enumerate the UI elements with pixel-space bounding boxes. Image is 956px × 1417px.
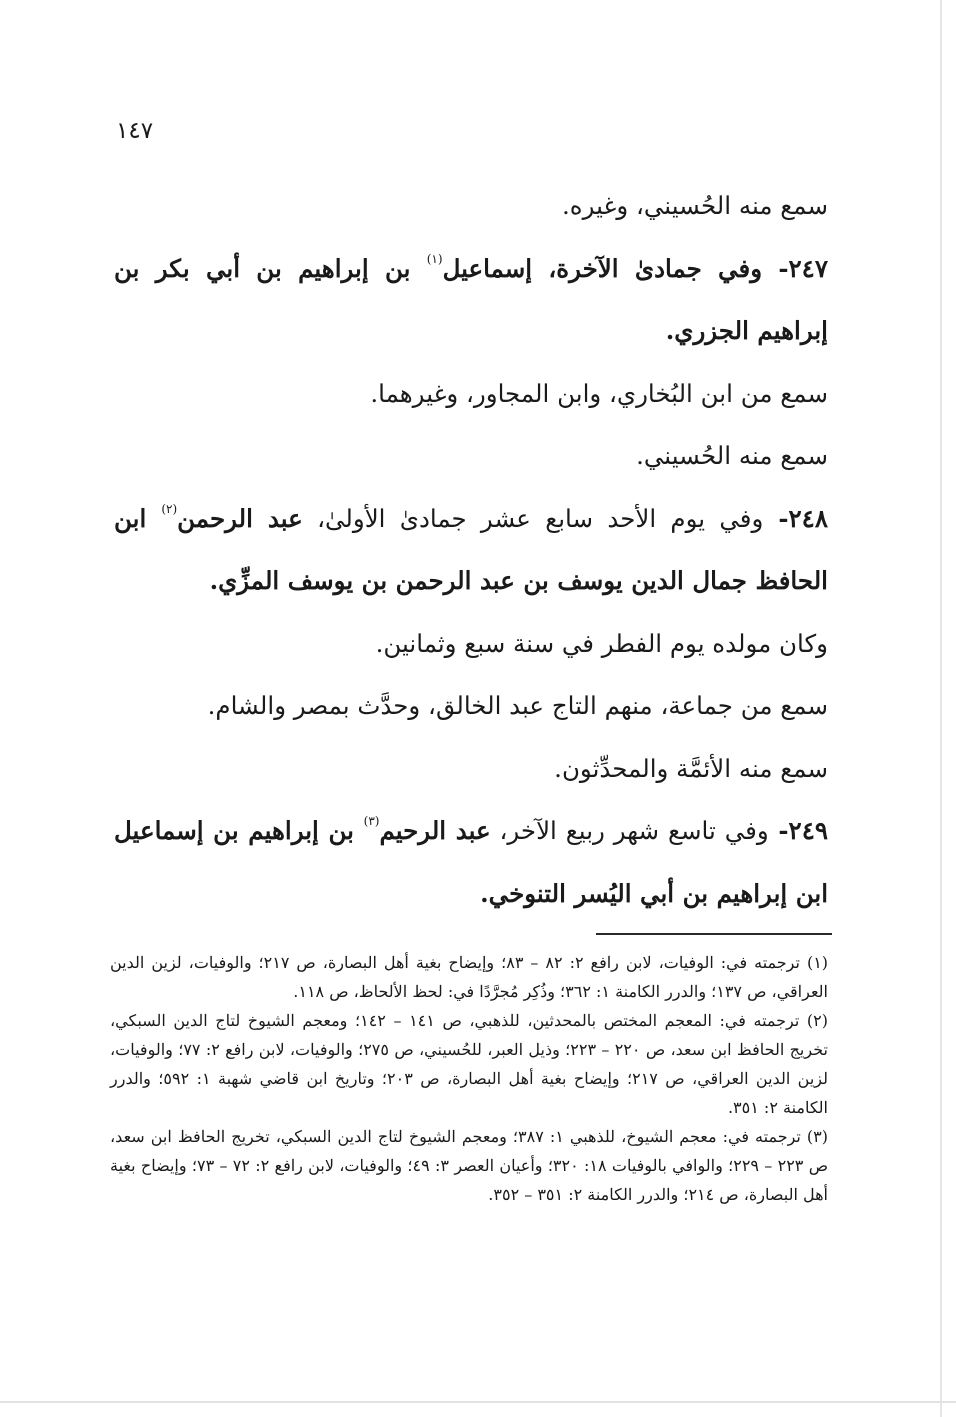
- entry-248-number: ٢٤٨-: [763, 503, 828, 533]
- main-text: [114, 175, 828, 925]
- footnote-ref-3[interactable]: (٣): [363, 814, 380, 828]
- footnote-2: (٢) ترجمته في: المعجم المختص بالمحدثين، للذهبي، ص ١٤١ – ١٤٢؛ ومعجم الشيوخ لتاج الدين السبكي، تخريج الحافظ ابن سعد، ص ٢٢٠ – ٢٢٣؛ وذيل العبر، للحُسيني، ص ٢٧٥؛ والوفيات، لابن رافع ٢: ٧٧؛ والوفيات، لزين الدين العراقي، ص ٢١٧؛ وإيضاح بغية أهل البصارة، ص ٢٠٣؛ وتاريخ ابن قاضي شهبة ١: ٥٩٢؛ والدرر الكامنة ٢: ٣٥١.: [110, 1011, 829, 1117]
- entry-247-name: وفي جمادىٰ الآخرة، إسماعيل: [442, 253, 763, 283]
- entry-248-lineage: ابن الحافظ جمال الدين يوسف بن عبد الرحمن بن يوسف المزِّي.: [114, 503, 828, 595]
- scan-edge-bottom: [0, 1401, 956, 1403]
- entry-247-number: ٢٤٧-: [762, 253, 828, 283]
- entry-249-lineage: بن إبراهيم بن إسماعيل ابن إبراهيم بن أبي اليُسر التنوخي.: [114, 816, 828, 908]
- entry-249-number: ٢٤٩-: [768, 816, 829, 845]
- entry-249-date: وفي تاسع شهر ربيع الآخر،: [490, 816, 769, 845]
- paragraph-heard-from-husayni: سمع منه الحُسيني، وغيره.: [562, 191, 828, 220]
- entry-248-name: عبد الرحمن: [177, 503, 303, 533]
- footnote-1: (١) ترجمته في: الوفيات، لابن رافع ٢: ٨٢ – ٨٣؛ وإيضاح بغية أهل البصارة، ص ٢١٧؛ والوفيات، لزين الدين العراقي، ص ١٣٧؛ والدرر الكامنة ١: ٣٦٢؛ وذُكِر مُجرَّدًا في: لحظ الألحاظ، ص ١١٨.: [110, 953, 829, 1001]
- footnotes: [110, 948, 828, 1209]
- footnote-ref-1[interactable]: (١): [426, 251, 443, 266]
- scan-edge-right: [940, 0, 942, 1417]
- footnote-3: (٣) ترجمته في: معجم الشيوخ، للذهبي ١: ٣٨٧؛ ومعجم الشيوخ لتاج الدين السبكي، تخريج الحافظ ابن سعد، ص ٢٢٣ – ٢٢٩؛ والوافي بالوفيات ١٨: ٣٢٠؛ وأعيان العصر ٣: ٤٩؛ والوفيات، لابن رافع ٢: ٧٢ – ٧٣؛ وإيضاح بغية أهل البصارة، ص ٢١٤؛ والدرر الكامنة ٢: ٣٥١ – ٣٥٢.: [110, 1127, 829, 1204]
- paragraph-birth: وكان مولده يوم الفطر في سنة سبع وثمانين.: [375, 628, 828, 658]
- entry-247-heading: [114, 251, 828, 346]
- paragraph-teachers: سمع من جماعة، منهم التاج عبد الخالق، وحدَّث بمصر والشام.: [207, 691, 828, 720]
- paragraph-students: سمع منه الأئمَّة والمحدِّثون.: [554, 753, 828, 783]
- footnote-ref-2[interactable]: (٢): [161, 501, 178, 516]
- entry-248: [114, 488, 828, 613]
- entry-249-name: عبد الرحيم: [379, 816, 491, 845]
- entry-247: [114, 238, 828, 363]
- paragraph-heard-by-husayni: سمع منه الحُسيني.: [636, 441, 828, 470]
- entry-249: [114, 800, 828, 925]
- paragraph-heard-from-bukhari: سمع من ابن البُخاري، وابن المجاور، وغيرهما.: [370, 378, 828, 408]
- entry-248-date: وفي يوم الأحد سابع عشر جمادىٰ الأولىٰ،: [302, 503, 764, 533]
- footnote-divider: [596, 933, 832, 935]
- entry-247-lineage: بن إبراهيم بن أبي بكر بن إبراهيم الجزري.: [114, 253, 828, 345]
- page-number: ١٤٧: [116, 118, 154, 144]
